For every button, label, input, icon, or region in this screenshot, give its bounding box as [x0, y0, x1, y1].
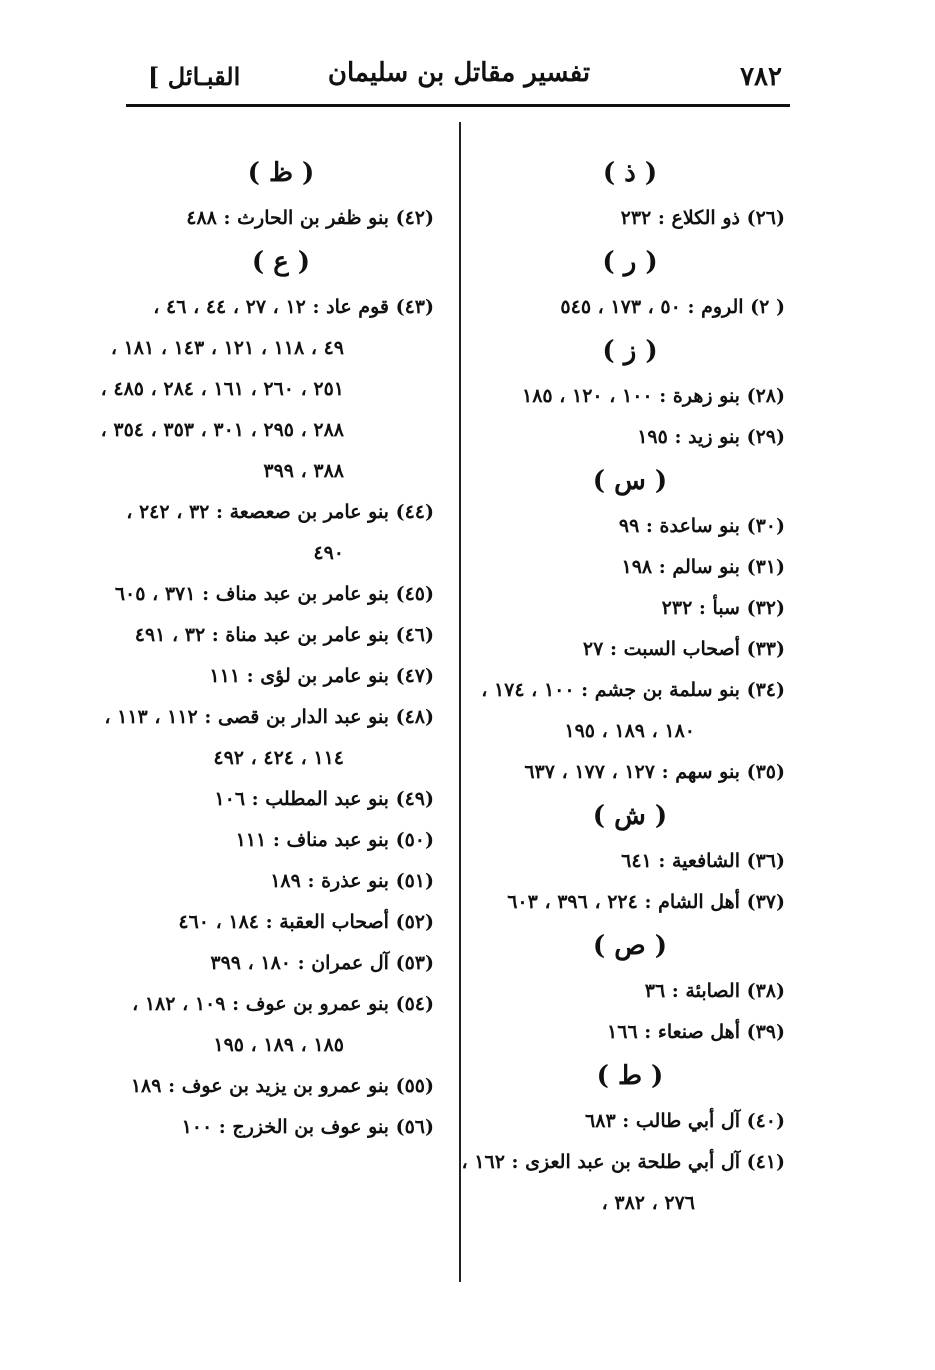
- page-number: ٧٨٢: [740, 62, 782, 92]
- index-entry-continuation: ١١٤ ، ٤٢٤ ، ٤٩٢: [213, 747, 344, 769]
- index-entry: (٤١) آل أبي طلحة بن عبد العزى : ١٦٢ ،: [461, 1151, 785, 1173]
- index-entry-continuation: ٢٨٨ ، ٢٩٥ ، ٣٠١ ، ٣٥٣ ، ٣٥٤ ،: [100, 419, 344, 441]
- index-entry: (٣٧) أهل الشام : ٢٢٤ ، ٣٩٦ ، ٦٠٣: [507, 891, 785, 913]
- index-entry: (٥٠) بنو عبد مناف : ١١١: [235, 829, 434, 851]
- index-entry-continuation: ١٨٠ ، ١٨٩ ، ١٩٥: [564, 720, 695, 742]
- index-entry: (٤٣) قوم عاد : ١٢ ، ٢٧ ، ٤٤ ، ٤٦ ،: [153, 296, 434, 318]
- index-entry: (٣٦) الشافعية : ٦٤١: [621, 850, 785, 872]
- index-entry: (٤٦) بنو عامر بن عبد مناة : ٣٢ ، ٤٩١: [134, 624, 434, 646]
- index-entry: (٤٨) بنو عبد الدار بن قصى : ١١٢ ، ١١٣ ،: [104, 706, 434, 728]
- left-column: [100, 150, 434, 1148]
- right-column: [461, 150, 785, 1224]
- letter-heading: ( ش ): [592, 801, 668, 831]
- index-entry: (٤٠) آل أبي طالب : ٦٨٣: [585, 1110, 785, 1132]
- index-entry: (٥٢) أصحاب العقبة : ١٨٤ ، ٤٦٠: [178, 911, 434, 933]
- index-entry: (٤٤) بنو عامر بن صعصعة : ٣٢ ، ٢٤٢ ،: [126, 501, 434, 523]
- letter-heading: ( ذ ): [602, 158, 658, 188]
- index-entry-continuation: ٣٨٨ ، ٣٩٩: [263, 460, 344, 482]
- index-entry: (٢٨) بنو زهرة : ١٠٠ ، ١٢٠ ، ١٨٥: [522, 385, 785, 407]
- index-entry: ( ٢) الروم : ٥٠ ، ١٧٣ ، ٥٤٥: [560, 296, 785, 318]
- column-divider: [459, 122, 461, 1282]
- index-entry: (٥٤) بنو عمرو بن عوف : ١٠٩ ، ١٨٢ ،: [132, 993, 434, 1015]
- index-entry: (٣٣) أصحاب السبت : ٢٧: [582, 638, 785, 660]
- letter-heading: ( ع ): [251, 247, 311, 277]
- index-entry: (٣١) بنو سالم : ١٩٨: [621, 556, 785, 578]
- index-entry: (٣٥) بنو سهم : ١٢٧ ، ١٧٧ ، ٦٣٧: [524, 761, 785, 783]
- book-title: تفسير مقاتل بن سليمان: [327, 58, 591, 88]
- section-name: [ القبـائل: [148, 62, 241, 91]
- index-entry-continuation: ٢٧٦ ، ٣٨٢ ،: [601, 1192, 695, 1214]
- index-entry: (٣٠) بنو ساعدة : ٩٩: [618, 515, 785, 537]
- letter-heading: ( ط ): [596, 1061, 664, 1091]
- index-entry: (٣٨) الصابئة : ٣٦: [644, 980, 785, 1002]
- letter-heading: ( ز ): [602, 336, 658, 366]
- letter-heading: ( ر ): [602, 247, 658, 277]
- index-entry: (٤٥) بنو عامر بن عبد مناف : ٣٧١ ، ٦٠٥: [114, 583, 434, 605]
- index-entry: (٤٧) بنو عامر بن لؤى : ١١١: [209, 665, 434, 687]
- page-header: [128, 50, 790, 102]
- index-entry: (٥٦) بنو عوف بن الخزرج : ١٠٠: [181, 1116, 434, 1138]
- index-entry-continuation: ٢٥١ ، ٢٦٠ ، ١٦١ ، ٢٨٤ ، ٤٨٥ ،: [100, 378, 344, 400]
- index-entry: (٢٩) بنو زيد : ١٩٥: [637, 426, 785, 448]
- index-entry-continuation: ١٨٥ ، ١٨٩ ، ١٩٥: [213, 1034, 344, 1056]
- index-entry: (٥١) بنو عذرة : ١٨٩: [270, 870, 434, 892]
- header-rule: [126, 104, 790, 107]
- index-entry-continuation: ٤٩٠: [313, 542, 344, 564]
- index-entry: (٥٣) آل عمران : ١٨٠ ، ٣٩٩: [210, 952, 434, 974]
- letter-heading: ( ص ): [592, 931, 668, 961]
- index-entry: (٤٢) بنو ظفر بن الحارث : ٤٨٨: [186, 207, 434, 229]
- index-entry: (٤٩) بنو عبد المطلب : ١٠٦: [214, 788, 434, 810]
- index-entry: (٥٥) بنو عمرو بن يزيد بن عوف : ١٨٩: [130, 1075, 434, 1097]
- index-entry: (٣٤) بنو سلمة بن جشم : ١٠٠ ، ١٧٤ ،: [481, 679, 785, 701]
- letter-heading: ( س ): [592, 466, 668, 496]
- index-entry-continuation: ٤٩ ، ١١٨ ، ١٢١ ، ١٤٣ ، ١٨١ ،: [110, 337, 344, 359]
- index-entry: (٣٩) أهل صنعاء : ١٦٦: [607, 1021, 785, 1043]
- letter-heading: ( ظ ): [247, 158, 315, 188]
- index-entry: (٣٢) سبأ : ٢٣٢: [661, 597, 785, 619]
- index-entry: (٢٦) ذو الكلاع : ٢٣٢: [620, 207, 785, 229]
